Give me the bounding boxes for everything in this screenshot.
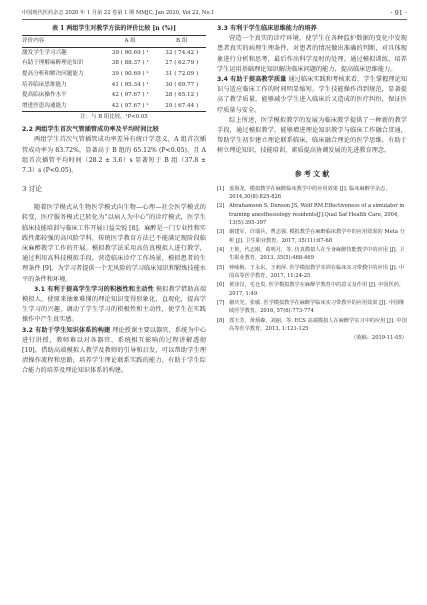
evaluation-table: [22, 35, 206, 112]
reference-item: [217, 264, 407, 281]
right-column: [217, 24, 407, 343]
ref-number: [1]: [217, 185, 225, 192]
subsection-3-3-text: 营造一个真实的诊疗环境，使学生在各种监护数据的变化中发现患者真实的病理生理条件，对患者的情况做出准确的判断，对具体现象进行分析和思考，最后作出科学及时的处理。通过模拟训练，培养学生运用基础理论知识解决临床问题的能力，提高临床思维能力。: [217, 35, 407, 73]
ref-number: [5]: [217, 264, 225, 271]
row-label: 增进医患沟通能力: [22, 102, 67, 109]
discussion-paragraph: 随着医学模式从生物医学模式向生物—心理—社会医学模式的转变，医疗服务模式已转化为“以病人为中心”的诊疗模式，医学生临床技能培训与临床工作开展日益尖锐 [8]。麻醉是一门专业性和实践性都较强的高风险学科，传统医学教育方法已不能满足现阶段临床麻醉教学工作的开展。模拟教学法采用高仿真模拟人进行教学，通过利用高科技模拟手段，营造临床诊疗工作场景，模拟患者的生理条件 [9]，为学习者提供一个无风险的学习临床知识和锻炼技能水平的条件和环境。: [22, 204, 206, 283]
reference-item: [217, 185, 407, 202]
reference-item: [217, 246, 407, 263]
group-a-value: 39 ( 90.69 ) ¹: [111, 49, 149, 56]
group-a-value: 42 ( 97.67 ) ¹: [111, 92, 149, 99]
group-a-value: 39 ( 90.69 ) ¹: [111, 70, 149, 77]
ref-number: [8]: [217, 317, 225, 324]
page-number: · 91 ·: [390, 9, 407, 17]
table-row: [22, 101, 206, 112]
table-row: [22, 69, 206, 80]
discussion-heading: 3 讨论: [22, 185, 43, 194]
ref-number: [6]: [217, 282, 225, 289]
reference-item: [217, 202, 407, 227]
reference-item: [217, 299, 407, 316]
reference-item: [217, 228, 407, 245]
reference-item: [217, 281, 407, 298]
ref-number: [3]: [217, 229, 225, 236]
subsection-3-4-heading: 3.4 有助于提高教学质量: [217, 76, 287, 84]
group-a-value: 41 ( 95.34 ) ¹: [111, 81, 149, 88]
table-note: 注：与 B 组比较，¹P<0.05: [80, 114, 148, 121]
subsection-3-2-text: 理论授课主要以器官、系统为中心进行讲授，教师难以对各器官、系统相互影响的过程讲解透彻 [10]，借助高端模拟人教学及教师的引导和启发，可以帮助学生理清操作流程和思路，培养学生理论联系实践的能力，有助于学生综合能力的培养及理论知识体系的构建。: [22, 326, 207, 375]
ref-number: [7]: [217, 299, 225, 306]
group-b-value: 27 ( 62.79 ): [165, 60, 199, 67]
subsection-3-3-heading: 3.3 有利于学生临床思维能力的培养: [217, 25, 317, 32]
reference-item: [217, 317, 407, 334]
row-label: 提高分析和解决问题能力: [22, 70, 84, 77]
row-label: 有助于理解麻醉理论知识: [22, 60, 84, 67]
running-header: [22, 8, 407, 20]
subsection-3-1: [22, 285, 206, 326]
row-label: 培养临床思维能力: [22, 81, 67, 88]
table-row: [22, 90, 206, 101]
section-2-2-text: 两组学生首次气管插管成功率差异有统计学意义，A 组首次插管成功率为 83.72%，显著高于 B 组的 65.12% (P<0.05)，且 A 组首次插管平均时间（28.2 ± 3.6）s 显著短于 B 组（37.8 ± 7.3）s (P<0.05)。: [22, 136, 206, 174]
subsection-3-2: [22, 326, 206, 377]
row-label: 激发学生学习兴趣: [22, 49, 67, 56]
ref-text: 谢建军，许瑞兵，曹志强. 模拟教学在麻醉临床教学中的应用效果的 Meta 分析 [J]. 卫生职业教育，2017, 35(11):67-68: [229, 229, 405, 244]
group-b-value: 29 ( 67.44 ): [165, 102, 199, 109]
ref-text: 钟咏梅，王永东，王莉萍. 医学模拟教学实训在临床实习带教中的应用 [J]. 中国高等医学教育，2017, 11:24-25: [229, 264, 405, 280]
table-caption: 表 1 两组学生对教学方法的评价比较 [n (%)]: [52, 25, 176, 32]
ref-text: 谢庆光，张敏. 医学模拟教学在麻醉学临床实习带教中的应用效果 [J]. 中国继续医学教育，2016, 57(6):773-774: [229, 299, 405, 315]
col-header-content: 评价内容: [22, 38, 45, 45]
col-header-group-a: A 组: [124, 38, 136, 45]
ref-text: 王艳，代志刚，葛明月，等. 仿真模拟人在全身麻醉技能教学中的应用 [J]. 卫生职业教育，2013, 35(5):468-469: [229, 247, 405, 262]
table-row: [22, 58, 206, 69]
group-a-value: 38 ( 88.37 ) ¹: [111, 60, 149, 67]
table-row: [22, 47, 206, 58]
table-row: [22, 79, 206, 90]
ref-text: 郑玉芳，黄炳森，刘丽，等. ECS 高端模拟人在麻醉学实习中的应用 [J]. 中国高等医学教育，2013, 1:121-125: [229, 317, 407, 332]
ref-text: 姜海龙，模拟教学在麻醉临床教学中的应用效果 [J]. 临床麻醉学杂志，2014,30(8):825-826: [229, 185, 391, 201]
subsection-3-4: [217, 75, 407, 116]
ref-text: 黄泽汉，毛仓贵. 医学模拟教学在麻醉学教育中的意义及作用 [J]. 中国医药，2017, 1:49: [229, 282, 405, 297]
section-2-2-heading: 2.2 两组学生首次气管插管成功率及平均时间比较: [22, 126, 159, 134]
group-b-value: 31 ( 72.09 ): [165, 70, 199, 77]
subsection-3-1-text: 模拟教学借助高端模拟人，使原来抽象难懂的理论知识变得形象化、直观化，提高学生学习的兴趣，调动了学生学习的积极性和主动性，使学生在实践操作中产生真实感。: [22, 285, 207, 324]
table-header-row: [22, 36, 206, 48]
group-a-value: 42 ( 97.67 ) ¹: [111, 102, 149, 109]
journal-info: 中国现代医药杂志 2020 年 1 月第 22 卷第 1 期 MMJC, Jan 2020, Vol 22, No.1: [22, 10, 215, 16]
ref-number: [4]: [217, 247, 225, 254]
group-b-value: 30 ( 69.77 ): [165, 81, 199, 88]
group-b-value: 32 ( 74.42 ): [165, 49, 199, 56]
row-label: 提高临床操作水平: [22, 92, 67, 99]
left-column: [22, 24, 206, 377]
received-date: （收稿：2019-11-05）: [351, 335, 407, 342]
ref-text: Abrahamson S, Denson JS, Wolf RM.Effectiveness of a simulator in training anesthesiology residents[J].Qual Saf Health Care, 2004, 13(5):395-397: [229, 203, 405, 227]
subsection-3-2-heading: 3.2 有助于学生知识体系的构建: [22, 326, 111, 334]
ref-number: [2]: [217, 203, 225, 210]
col-header-group-b: B 组: [175, 38, 188, 45]
subsection-3-4-text: 通过临床实践和考核来看，学生掌握理论知识与适应临床工作的时间明显缩短，学生技能操作得到规范，显著提高了教学质量，能够减少学生进入临床后又造成的医疗纠纷，保证医疗质量与安全。: [217, 76, 407, 114]
conclusion-paragraph: 综上所述，医学模拟教学的发展为临床教学提供了一种新的教学手段，通过模拟教学，能够增进理论知识教学与临床工作融合贯通，帮助学生初步建立理论联系临床，临床融合理论的医学思维，有助于树立理论知识、技能培训、素质提高协调发展的先进教育理念。: [217, 116, 407, 155]
subsection-3-1-heading: 3.1 有利于提高学生学习的积极性和主动性: [34, 285, 154, 293]
group-b-value: 28 ( 65.12 ): [165, 92, 199, 99]
reference-list: [217, 185, 407, 333]
references-heading: 参 考 文 献: [294, 169, 330, 178]
